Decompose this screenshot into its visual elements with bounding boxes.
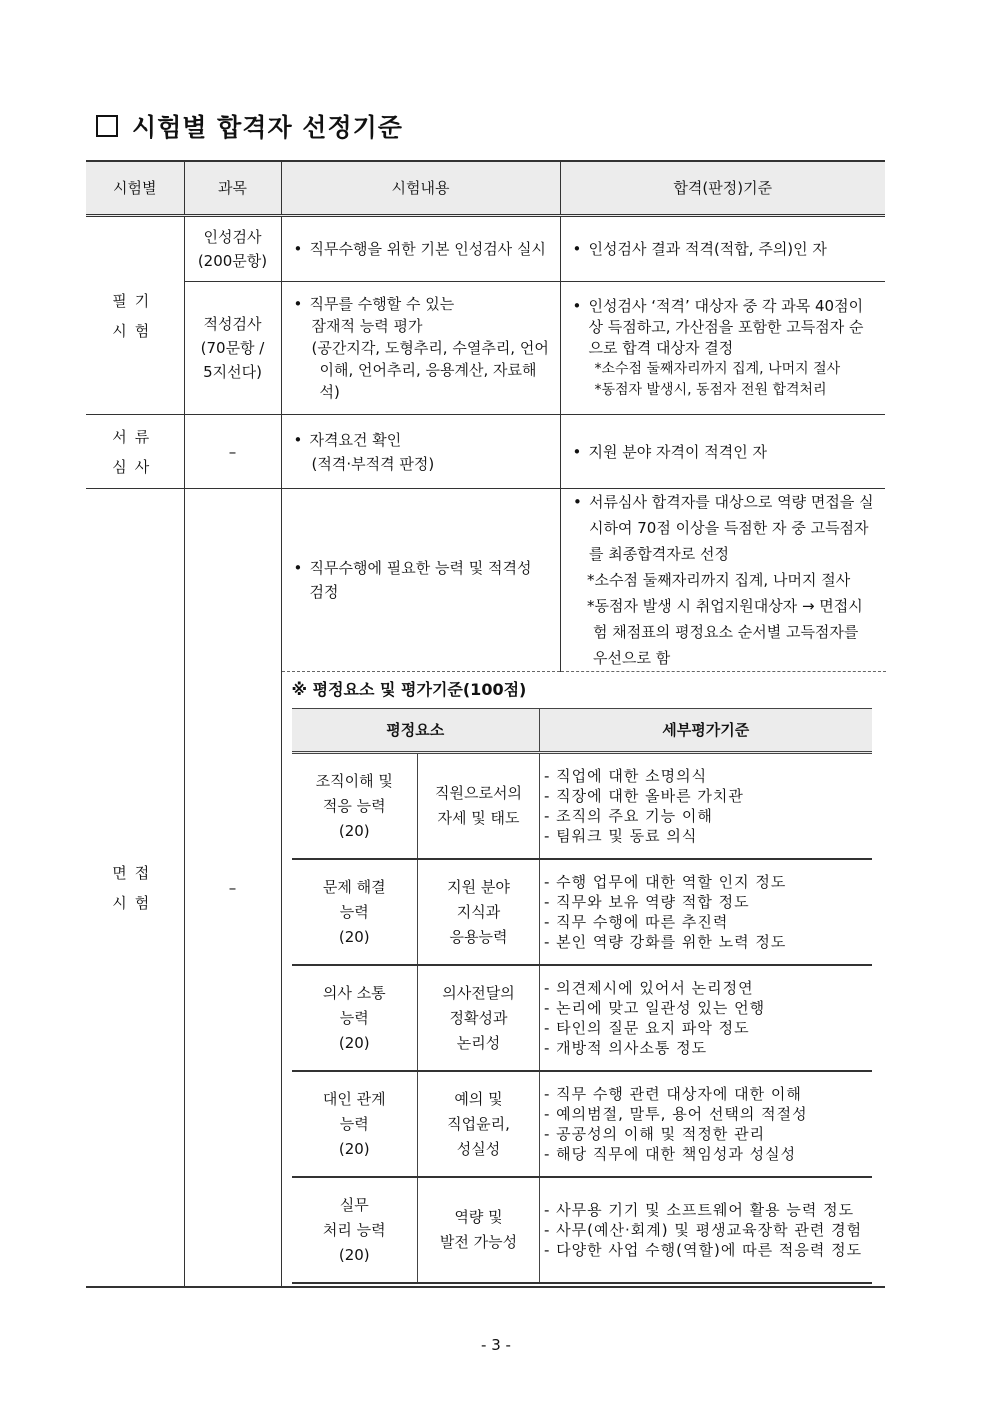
factor-criteria: - 수행 업무에 대한 역할 인지 정도 - 직무와 보유 역량 적합 정도 - 직무 수행에 따른 추진력 - 본인 역량 강화를 위한 노력 정도 bbox=[540, 859, 872, 965]
content-interview: • 직무수행에 필요한 능력 및 적격성 검정 bbox=[282, 489, 561, 672]
evaluation-row bbox=[292, 1071, 872, 1177]
factor-aspect: 예의 및 직업윤리, 성실성 bbox=[418, 1071, 540, 1177]
category-written: 필기 시험 bbox=[86, 216, 184, 415]
criteria-personality: • 인성검사 결과 적격(적합, 주의)인 자 bbox=[560, 216, 885, 282]
subject-aptitude: 적성검사 (70문항 / 5지선다) bbox=[184, 282, 281, 415]
factor-aspect: 지원 분야 지식과 응용능력 bbox=[418, 859, 540, 965]
page-number: - 3 - bbox=[481, 1336, 511, 1354]
factor-name: 문제 해결 능력 (20) bbox=[292, 859, 418, 965]
table-row bbox=[86, 415, 885, 489]
factor-name: 조직이해 및 적응 능력 (20) bbox=[292, 753, 418, 860]
header-criteria: 합격(판정)기준 bbox=[560, 161, 885, 216]
evaluation-title: ※ 평정요소 및 평가기준(100점) bbox=[291, 680, 527, 699]
evaluation-row bbox=[292, 965, 872, 1071]
table-row bbox=[86, 282, 885, 415]
evaluation-header-row bbox=[292, 709, 872, 753]
table-header-row bbox=[86, 161, 885, 216]
factor-aspect: 역량 및 발전 가능성 bbox=[418, 1177, 540, 1283]
factor-aspect: 직원으로서의 자세 및 태도 bbox=[418, 753, 540, 860]
content-document: • 자격요건 확인 (적격·부적격 판정) bbox=[281, 415, 560, 489]
subject-interview: – bbox=[184, 489, 281, 1288]
evaluation-table bbox=[292, 708, 872, 1284]
factor-aspect: 의사전달의 정확성과 논리성 bbox=[418, 965, 540, 1071]
evaluation-row bbox=[292, 859, 872, 965]
header-exam-type: 시험별 bbox=[86, 161, 184, 216]
evaluation-row bbox=[292, 1177, 872, 1283]
factor-criteria: - 의견제시에 있어서 논리정연 - 논리에 맞고 일관성 있는 언행 - 타인의 질문 요지 파악 정도 - 개방적 의사소통 정도 bbox=[540, 965, 872, 1071]
page-title bbox=[96, 108, 403, 144]
table-row bbox=[86, 216, 885, 282]
checkbox-square-icon bbox=[96, 115, 118, 137]
table-row bbox=[86, 489, 885, 1288]
header-content: 시험내용 bbox=[281, 161, 560, 216]
header-factor: 평정요소 bbox=[292, 709, 540, 753]
subject-document: – bbox=[184, 415, 281, 489]
factor-criteria: - 직무 수행 관련 대상자에 대한 이해 - 예의범절, 말투, 용어 선택의 적절성 - 공공성의 이해 및 적정한 관리 - 해당 직무에 대한 책임성과 성실성 bbox=[540, 1071, 872, 1177]
factor-criteria: - 직업에 대한 소명의식 - 직장에 대한 올바른 가치관 - 조직의 주요 기능 이해 - 팀워크 및 동료 의식 bbox=[540, 753, 872, 860]
factor-name: 대인 관계 능력 (20) bbox=[292, 1071, 418, 1177]
factor-name: 의사 소통 능력 (20) bbox=[292, 965, 418, 1071]
category-interview: 면접 시험 bbox=[86, 489, 184, 1288]
page-title-text: 시험별 합격자 선정기준 bbox=[132, 113, 403, 142]
content-personality: • 직무수행을 위한 기본 인성검사 실시 bbox=[281, 216, 560, 282]
subject-personality: 인성검사 (200문항) bbox=[184, 216, 281, 282]
header-detail-criteria: 세부평가기준 bbox=[540, 709, 872, 753]
selection-criteria-table bbox=[86, 160, 885, 1288]
category-document: 서류 심사 bbox=[86, 415, 184, 489]
evaluation-section bbox=[282, 672, 886, 1284]
criteria-document: • 지원 분야 자격이 적격인 자 bbox=[560, 415, 885, 489]
content-aptitude: • 직무를 수행할 수 있는 잠재적 능력 평가 (공간지각, 도형추리, 수열추리, 언어이해, 언어추리, 응용계산, 자료해석) bbox=[281, 282, 560, 415]
criteria-aptitude: • 인성검사 ‘적격’ 대상자 중 각 과목 40점이상 득점하고, 가산점을 포함한 고득점자 순으로 합격 대상자 결정 *소수점 둘째자리까지 집계, 나머지 절사 *동점자 발생시, 동점자 전원 합격처리 bbox=[560, 282, 885, 415]
factor-name: 실무 처리 능력 (20) bbox=[292, 1177, 418, 1283]
criteria-interview: • 서류심사 합격자를 대상으로 역량 면접을 실시하여 70점 이상을 득점한 자 중 고득점자를 최종합격자로 선정 *소수점 둘째자리까지 집계, 나머지 절사 *동점자 발생 시 취업지원대상자 → 면접시험 채점표의 평정요소 순서별 고득점자를 우선으로 함 bbox=[561, 489, 886, 672]
factor-criteria: - 사무용 기기 및 소프트웨어 활용 능력 정도 - 사무(예산·회계) 및 평생교육장학 관련 경험 - 다양한 사업 수행(역할)에 따른 적응력 정도 bbox=[540, 1177, 872, 1283]
header-subject: 과목 bbox=[184, 161, 281, 216]
evaluation-row bbox=[292, 753, 872, 860]
